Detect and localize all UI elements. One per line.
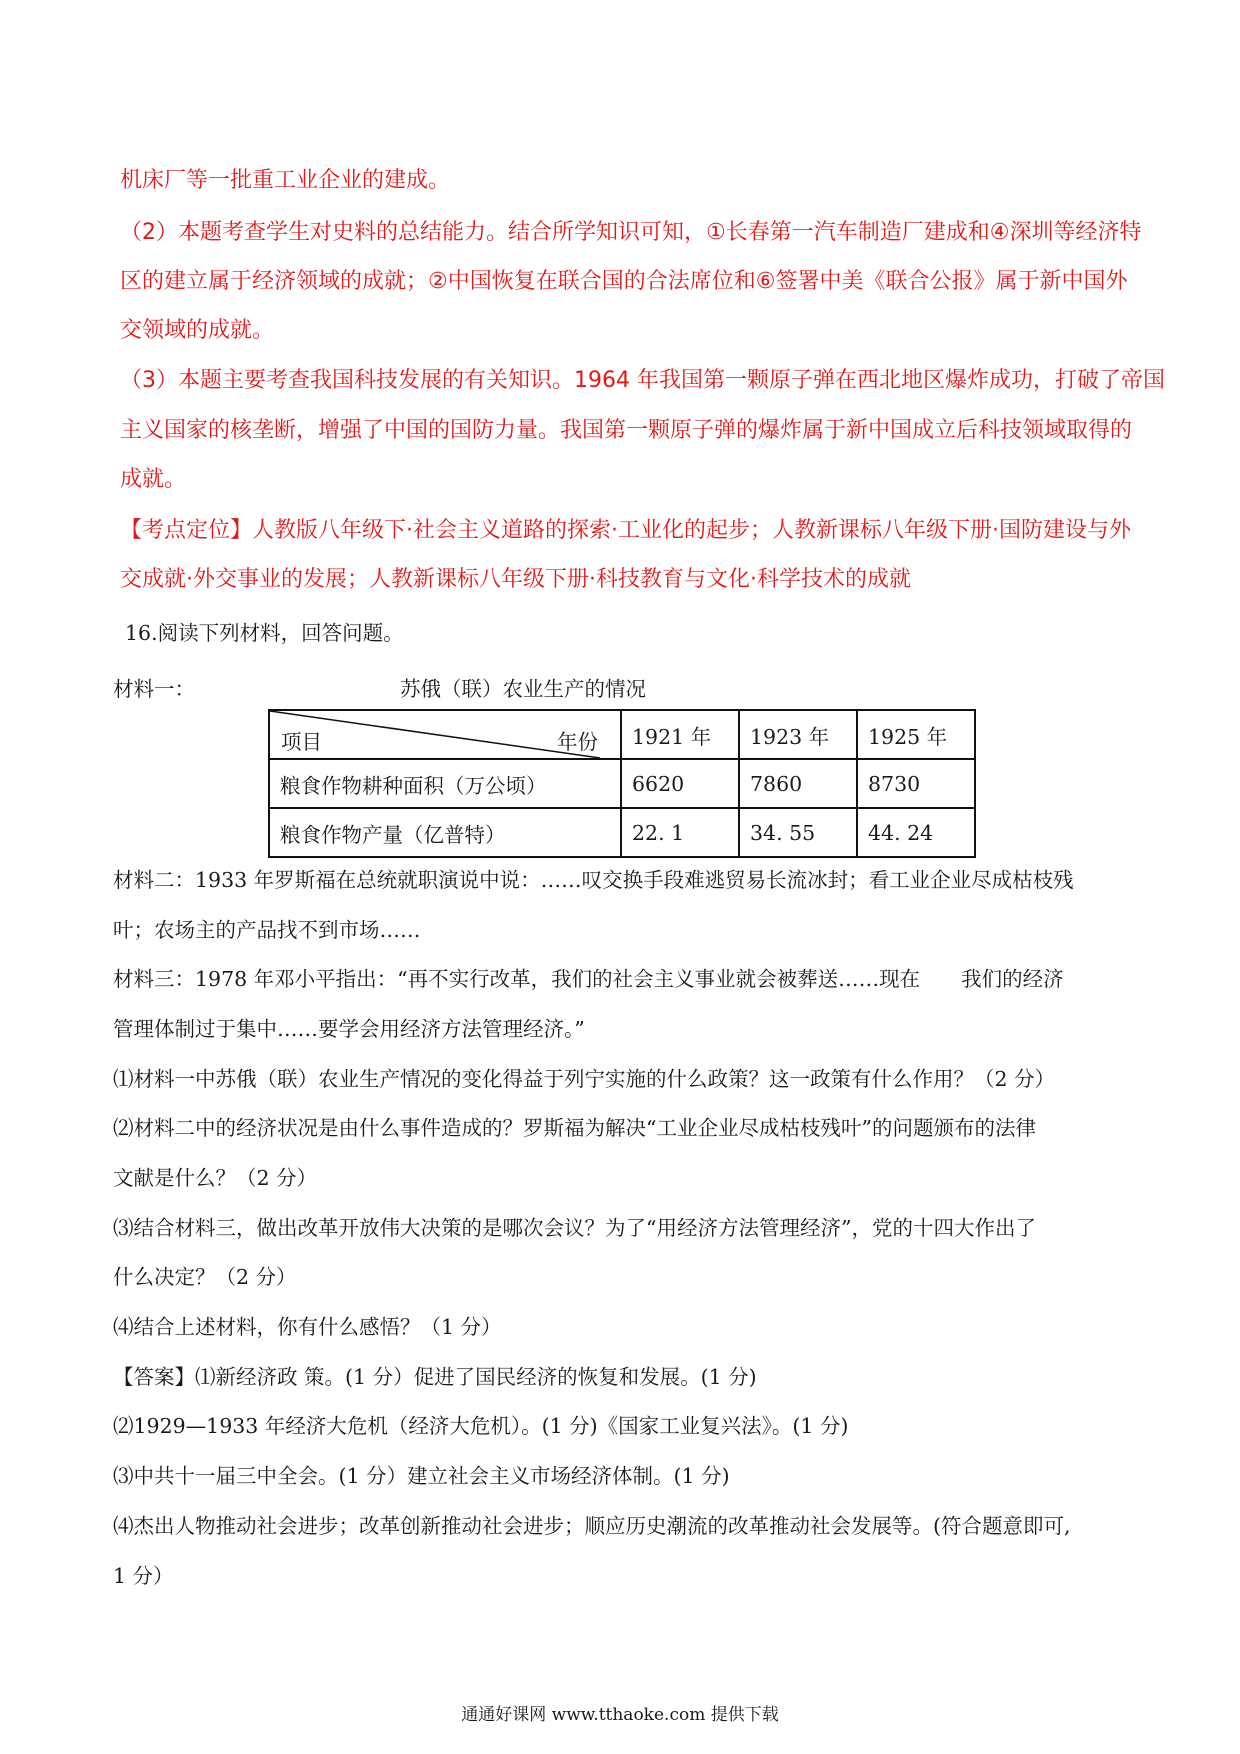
table-cell: 34. 55 xyxy=(739,808,857,857)
sub-question: ⑶结合材料三，做出改革开放伟大决策的是哪次会议？为了“用经济方法管理经济”，党的十四大作出了 xyxy=(113,1216,1036,1240)
answer-line: ⑵1929—1933 年经济大危机（经济大危机）。(1 分)《国家工业复兴法》。(1 分) xyxy=(113,1414,849,1438)
corner-label-year: 年份 xyxy=(557,730,598,754)
agriculture-table xyxy=(268,709,976,858)
sub-question: ⑵材料二中的经济状况是由什么事件造成的？罗斯福为解决“工业企业尽成枯枝残叶”的问题颁布的法律 xyxy=(113,1116,1036,1140)
material2-line: 材料二：1933 年罗斯福在总统就职演说中说：……叹交换手段难逃贸易长流冰封；看工业企业尽成枯枝残 xyxy=(113,868,1074,892)
exam-point-line: 交成就·外交事业的发展；人教新课标八年级下册·科技教育与文化·科学技术的成就 xyxy=(120,567,911,592)
sub-question: ⑴材料一中苏俄（联）农业生产情况的变化得益于列宁实施的什么政策？这一政策有什么作用？（2 分） xyxy=(113,1067,1056,1091)
table-corner-cell xyxy=(269,710,621,759)
answer-line: 1 分） xyxy=(113,1564,174,1588)
year-header: 1923 年 xyxy=(739,710,857,759)
sub-question: ⑷结合上述材料，你有什么感悟？（1 分） xyxy=(113,1315,502,1339)
analysis-line: （2）本题考查学生对史料的总结能力。结合所学知识可知，①长春第一汽车制造厂建成和④深圳等经济特 xyxy=(120,220,1142,245)
corner-label-item: 项目 xyxy=(281,730,322,754)
material3-line: 材料三：1978 年邓小平指出：“再不实行改革，我们的社会主义事业就会被葬送……现在 我们的经济 xyxy=(113,967,1064,991)
material3-line: 管理体制过于集中……要学会用经济方法管理经济。” xyxy=(113,1017,585,1041)
page-footer: 通通好课网 www.tthaoke.com 提供下载 xyxy=(461,1705,779,1725)
table-cell: 44. 24 xyxy=(857,808,975,857)
analysis-line: 交领域的成就。 xyxy=(120,318,275,343)
table-cell: 22. 1 xyxy=(621,808,739,857)
table-row xyxy=(269,759,975,808)
answer-line: ⑷杰出人物推动社会进步；改革创新推动社会进步；顺应历史潮流的改革推动社会发展等。(符合题意即可, xyxy=(113,1514,1071,1538)
analysis-line: 成就。 xyxy=(120,467,187,492)
analysis-line: 机床厂等一批重工业企业的建成。 xyxy=(120,168,451,193)
analysis-line: 主义国家的核垄断，增强了中国的国防力量。我国第一颗原子弹的爆炸属于新中国成立后科技领域取得的 xyxy=(120,418,1133,443)
analysis-line: 区的建立属于经济领域的成就；②中国恢复在联合国的合法席位和⑥签署中美《联合公报》属于新中国外 xyxy=(120,269,1128,294)
material2-line: 叶；农场主的产品找不到市场…… xyxy=(113,918,421,942)
analysis-line: （3）本题主要考查我国科技发展的有关知识。1964 年我国第一颗原子弹在西北地区爆炸成功，打破了帝国 xyxy=(120,368,1165,393)
table-caption: 苏俄（联）农业生产的情况 xyxy=(400,677,646,701)
table-header-row xyxy=(269,710,975,759)
answer-line: ⑶中共十一届三中全会。(1 分）建立社会主义市场经济体制。(1 分) xyxy=(113,1464,730,1488)
year-header: 1921 年 xyxy=(621,710,739,759)
row-label: 粮食作物耕种面积（万公顷） xyxy=(269,759,621,808)
sub-question: 什么决定？（2 分） xyxy=(113,1265,297,1289)
exam-point-line: 【考点定位】人教版八年级下·社会主义道路的探索·工业化的起步；人教新课标八年级下册·国防建设与外 xyxy=(120,518,1131,543)
table-cell: 6620 xyxy=(621,759,739,808)
answer-line: 【答案】⑴新经济政 策。(1 分）促进了国民经济的恢复和发展。(1 分) xyxy=(113,1365,757,1389)
table-cell: 7860 xyxy=(739,759,857,808)
table-cell: 8730 xyxy=(857,759,975,808)
sub-question: 文献是什么？（2 分） xyxy=(113,1166,318,1190)
material1-label: 材料一： xyxy=(113,677,195,701)
year-header: 1925 年 xyxy=(857,710,975,759)
table-row xyxy=(269,808,975,857)
row-label: 粮食作物产量（亿普特） xyxy=(269,808,621,857)
question-intro: 16.阅读下列材料，回答问题。 xyxy=(125,621,404,645)
